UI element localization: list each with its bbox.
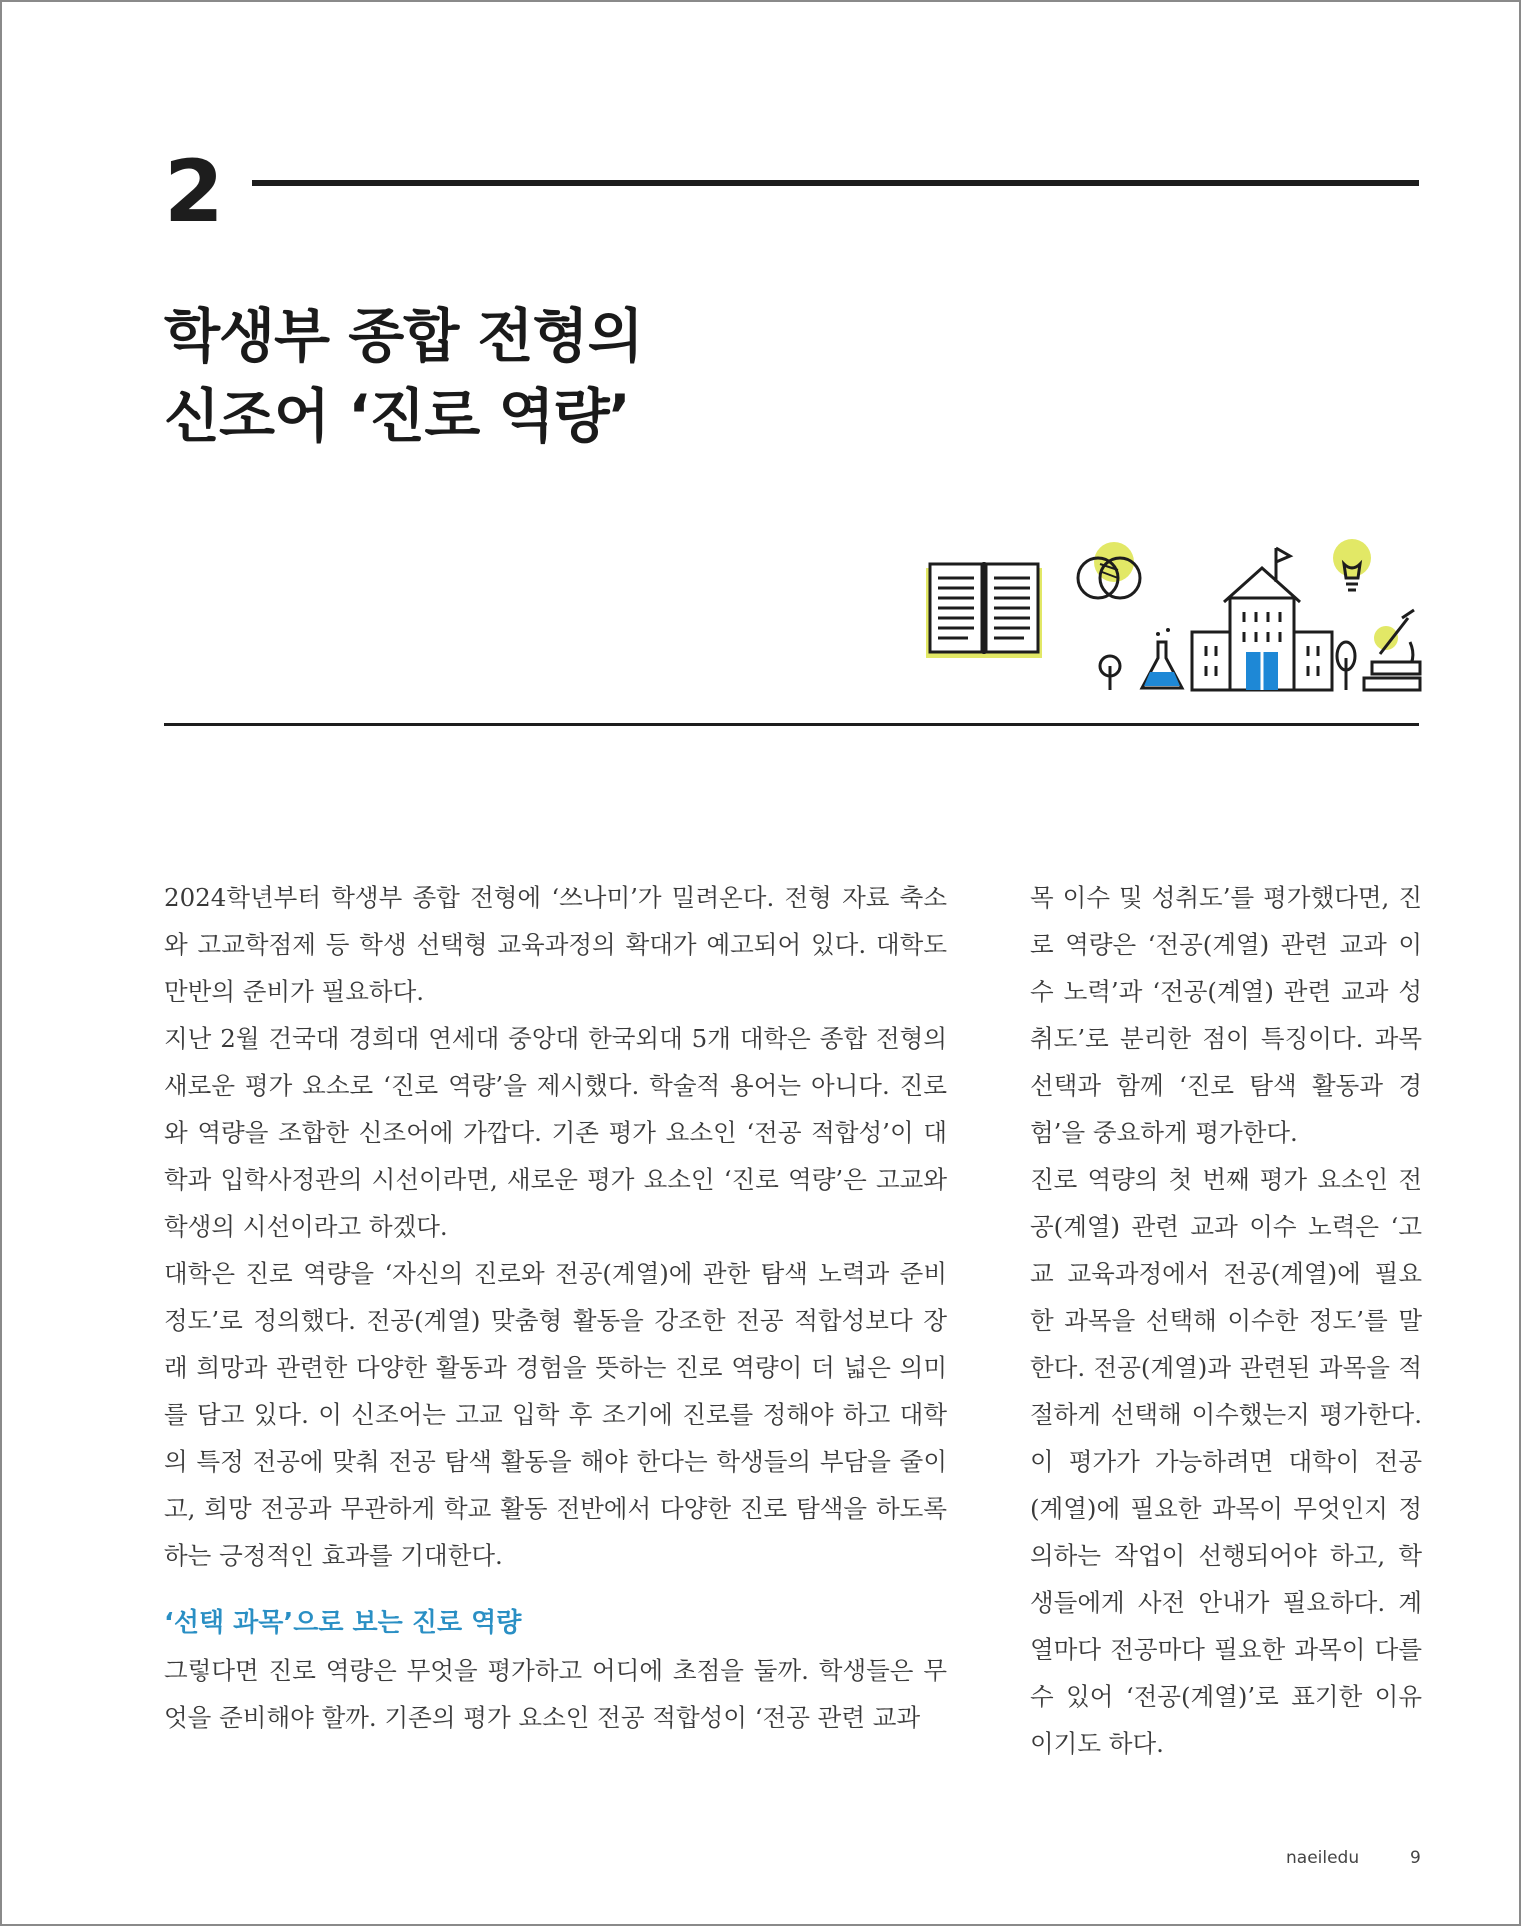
education-illustration xyxy=(924,538,1422,698)
school-building-icon xyxy=(1192,548,1332,690)
lightbulb-icon xyxy=(1333,539,1371,590)
article-title xyxy=(164,296,643,456)
body-paragraph: 목 이수 및 성취도’를 평가했다면, 진로 역량은 ‘전공(계열) 관련 교과 이수 노력’과 ‘전공(계열) 관련 교과 성취도’로 분리한 점이 특징이다. 과목 선택과 함께 ‘진로 탐색 활동과 경험’을 중요하게 평가한다. xyxy=(1030,883,1422,1147)
page-number: 9 xyxy=(1410,1848,1421,1868)
article-title-line-1: 학생부 종합 전형의 xyxy=(164,302,643,370)
body-paragraph: 진로 역량의 첫 번째 평가 요소인 전공(계열) 관련 교과 이수 노력은 ‘고교 교육과정에서 전공(계열)에 필요한 과목을 선택해 이수한 정도’를 말한다. 전공(계열)과 관련된 과목을 적절하게 선택해 이수했는지 평가한다. 이 평가가 가능하려면 대학이 전공(계열)에 필요한 과목이 무엇인지 정의하는 작업이 선행되어야 하고, 학생들에게 사전 안내가 필요하다. 계열마다 전공마다 필요한 과목이 다를 수 있어 ‘전공(계열)’로 표기한 이유이기도 하다. xyxy=(1030,1165,1422,1758)
body-paragraph: 대학은 진로 역량을 ‘자신의 진로와 전공(계열)에 관한 탐색 노력과 준비 정도’로 정의했다. 전공(계열) 맞춤형 활동을 강조한 전공 적합성보다 장래 희망과 관련한 다양한 활동과 경험을 뜻하는 진로 역량이 더 넓은 의미를 담고 있다. 이 신조어는 고교 입학 후 조기에 진로를 정해야 하고 대학의 특정 전공에 맞춰 전공 탐색 활동을 해야 한다는 학생들의 부담을 줄이고, 희망 전공과 무관하게 학교 활동 전반에서 다양한 진로 탐색을 하도록 하는 긍정적인 효과를 기대한다. xyxy=(164,1259,947,1570)
tree-icon xyxy=(1100,656,1120,690)
microscope-icon xyxy=(1364,610,1420,690)
body-paragraph: 2024학년부터 학생부 종합 전형에 ‘쓰나미’가 밀려온다. 전형 자료 축소와 고교학점제 등 학생 선택형 교육과정의 확대가 예고되어 있다. 대학도 만반의 준비가 필요하다. xyxy=(164,883,947,1006)
body-paragraph: 지난 2월 건국대 경희대 연세대 중앙대 한국외대 5개 대학은 종합 전형의 새로운 평가 요소로 ‘진로 역량’을 제시했다. 학술적 용어는 아니다. 진로와 역량을 조합한 신조어에 가깝다. 기존 평가 요소인 ‘전공 적합성’이 대학과 입학사정관의 시선이라면, 새로운 평가 요소인 ‘진로 역량’은 고교와 학생의 시선이라고 하겠다. xyxy=(164,1024,947,1241)
article-title-line-2: 신조어 ‘진로 역량’ xyxy=(164,382,630,450)
venn-circles-icon xyxy=(1078,542,1140,598)
chapter-rule xyxy=(252,180,1419,186)
body-column-right xyxy=(1030,874,1422,1767)
section-divider xyxy=(164,723,1419,726)
chapter-number: 2 xyxy=(164,142,224,242)
footer-brand: naeiledu xyxy=(1286,1848,1360,1868)
tree-icon xyxy=(1337,642,1355,690)
section-subheading: ‘선택 과목’으로 보는 진로 역량 xyxy=(164,1608,522,1638)
open-book-icon xyxy=(926,562,1042,658)
body-column-left xyxy=(164,874,947,1741)
body-paragraph: 그렇다면 진로 역량은 무엇을 평가하고 어디에 초점을 둘까. 학생들은 무엇을 준비해야 할까. 기존의 평가 요소인 전공 적합성이 ‘전공 관련 교과 xyxy=(164,1656,947,1732)
flask-icon xyxy=(1142,628,1182,688)
